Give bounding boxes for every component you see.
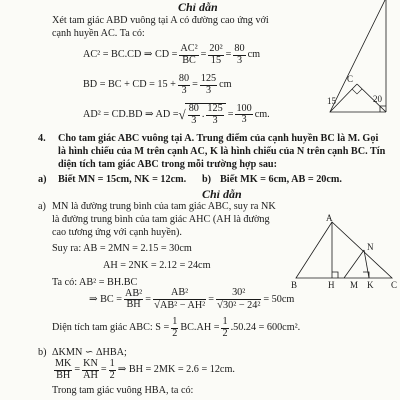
sol-a-line2: là đường trung bình của tam giác AHC (AH là đường	[52, 214, 270, 225]
part-a-text: Biết MN = 15cm, NK = 12cm.	[58, 174, 187, 185]
fig2-label-b: B	[291, 280, 298, 290]
fig1-label-15: 15	[327, 96, 336, 106]
fig2-label-m: M	[350, 280, 359, 290]
fig1-label-20: 20	[373, 94, 382, 104]
eq-ad: AD² = CD.BD ⇒ AD = √ $\frac{80}{3}$ . $\frac{125}{3}$ = $\frac{100}{3}$ cm.	[83, 102, 270, 126]
part-b-text: Biết MK = 6cm, AB = 20cm.	[220, 174, 342, 185]
problem-number: 4.	[38, 133, 46, 144]
p1-intro-line2: cạnh huyền AC. Ta có:	[52, 28, 145, 39]
fig2-label-k: K	[367, 280, 374, 290]
sol-b-similar: ΔKMN ∽ ΔHBA;	[52, 347, 127, 358]
sol-ta-co: Ta có: AB² = BH.BC	[52, 277, 138, 288]
figure-triangle-abc	[288, 212, 400, 292]
eq-bd: BD = BC + CD = 15 + $\frac{80}{3}$ = $\frac{125}{3}$ cm	[83, 73, 232, 96]
fig2-label-a: A	[326, 213, 333, 223]
sol-a-line1: MN là đường trung bình của tam giác ABC, suy ra NK	[52, 201, 276, 212]
problem-line2: là hình chiếu của M trên cạnh AC, K là hình chiếu của N trên cạnh BC. Tín	[58, 146, 386, 157]
part-a-label: a)	[38, 174, 47, 185]
sol-ab: Suy ra: AB = 2MN = 2.15 = 30cm	[52, 243, 192, 254]
sol-ah: AH = 2NK = 2.12 = 24cm	[103, 260, 211, 271]
frac-ac2-bc: $\frac{\text{AC²}}{BC}$	[180, 43, 198, 66]
p1-intro-line1: Xét tam giác ABD vuông tại A có đường cao ứng với	[52, 15, 269, 26]
eq-bc: ⇒ BC = $\frac{\text{AB²}}{BH}$ = $\frac{\text{AB²}}{\text{√AB² − AH²}}$ = $\frac{\text{30²}}{\text{√30² − 24²}}$ = 50cm	[89, 287, 295, 311]
eq-cd: AC² = BC.CD ⇒ CD = $\frac{\text{AC²}}{BC}$ = $\frac{\text{20²}}{15}$ = $\frac{80}{3}$ cm	[83, 43, 261, 66]
fig2-label-h: H	[328, 280, 335, 290]
sol-b-label: b)	[38, 347, 47, 358]
fig2-label-n: N	[367, 242, 374, 252]
problem-line3: diện tích tam giác ABC trong mỗi trường hợp sau:	[58, 159, 277, 170]
sol-a-label: a)	[38, 201, 46, 212]
fig1-label-c: C	[347, 74, 354, 84]
fig2-label-c: C	[391, 280, 398, 290]
figure-triangle-abd	[300, 0, 400, 128]
solution-header: Chỉ dẫn	[202, 187, 242, 201]
part-b-label: b)	[202, 174, 212, 185]
solution-header-top: Chỉ dẫn	[178, 0, 218, 14]
sol-a-line3: cao tương ứng với cạnh huyền).	[52, 227, 182, 238]
eq-ratio: $\frac{MK}{BH}$ = $\frac{KN}{AH}$ = $\frac{1}{2}$ ⇒ BH = 2MK = 2.6 = 12cm.	[55, 358, 235, 381]
frac-80-3: $\frac{80}{3}$	[234, 43, 245, 66]
sol-b-last: Trong tam giác vuông HBA, ta có:	[52, 385, 194, 396]
frac-20sq-15: $\frac{\text{20²}}{15}$	[209, 43, 223, 66]
problem-line1: Cho tam giác ABC vuông tại A. Trung điểm của cạnh huyền BC là M. Gọi	[58, 133, 379, 144]
eq-area: Diện tích tam giác ABC: S = $\frac{1}{2}$ BC.AH = $\frac{1}{2}$ .50.24 = 600cm².	[52, 316, 301, 339]
